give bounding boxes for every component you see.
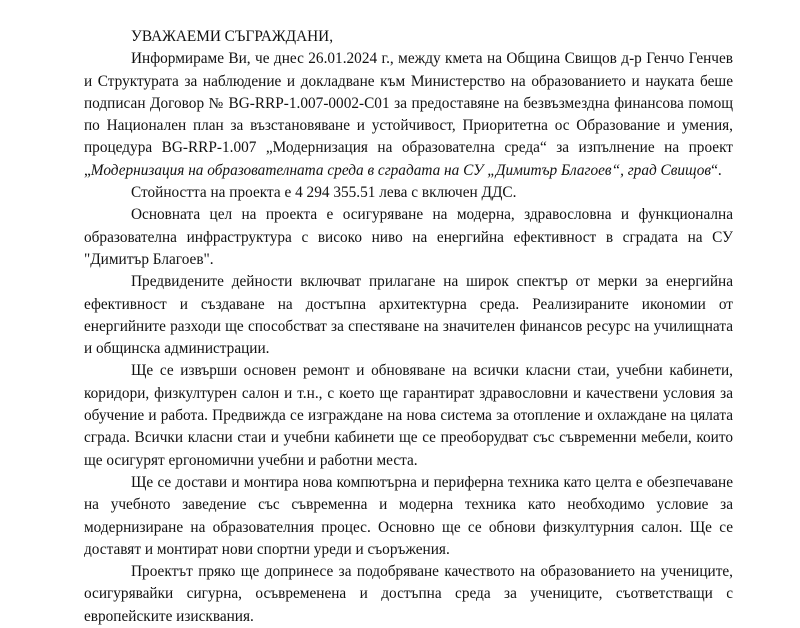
paragraph-equipment: Ще се достави и монтира нова компютърна и периферна техника като целта е обезпечаване на учебното заведение със съвременна и модерна техника като необходимо условие за модернизиране на образователния процес. Основно ще се обнови физкултурния салон. Ще се доставят и монтират нови спортни уреди и съоръжения.	[84, 473, 733, 558]
document-page	[84, 26, 733, 628]
contract-text: Информираме Ви, че днес 26.01.2024 г., между кмета на Община Свищов д-р Генчо Генчев и Структурата за наблюдение и докладване към Министерство на образованието и науката беше подписан Договор № BG-RRP-1.007-0002-C01 за предоставяне на безвъзмездна финансова помощ по Национален план за възстановяване и устойчивост, Приоритетна ос Образование и умения, процедура BG-RRP-1.007 „Модернизация на образователна среда“ за изпълнение на проект „	[84, 50, 733, 179]
paragraph-impact: Проектът пряко ще допринесе за подобряване качеството на образованието на учениците, осигурявайки сигурна, осъвременена и достъпна среда за учениците, съответстващи с европейските изисквания.	[84, 563, 733, 625]
paragraph-contract	[84, 48, 733, 182]
project-name: Модернизация на образователната среда в сградата на СУ „Димитър Благоев“, град Свищов	[90, 161, 712, 179]
paragraph-project-value: Стойността на проекта е 4 294 355.51 лева с включен ДДС.	[131, 184, 517, 202]
paragraph-activities: Предвидените дейности включват прилагане на широк спектър от мерки за енергийна ефективност и създаване на достъпна архитектурна среда. Реализираните икономии от енергийните разходи ще способстват за спестяване на значителен финансов ресурс на училищната и общинска администрации.	[84, 273, 733, 358]
salutation: УВАЖАЕМИ СЪГРАЖДАНИ,	[131, 28, 334, 45]
contract-text-end: “.	[711, 161, 722, 179]
paragraph-main-goal: Основната цел на проекта е осигуряване на модерна, здравословна и функционална образователна инфраструктура с високо ниво на енергийна ефективност в сградата на СУ "Димитър Благоев".	[84, 206, 733, 268]
paragraph-renovation: Ще се извърши основен ремонт и обновяване на всички класни стаи, учебни кабинети, коридори, физкултурен салон и т.н., с което ще гарантират здравословни и качествени условия за обучение и работа. Предвижда се изграждане на нова система за отопление и охлаждане на цялата сграда. Всички класни стаи и учебни кабинети ще се преоборудват със съвременни мебели, които ще осигурят ергономични учебни и работни места.	[84, 362, 733, 469]
